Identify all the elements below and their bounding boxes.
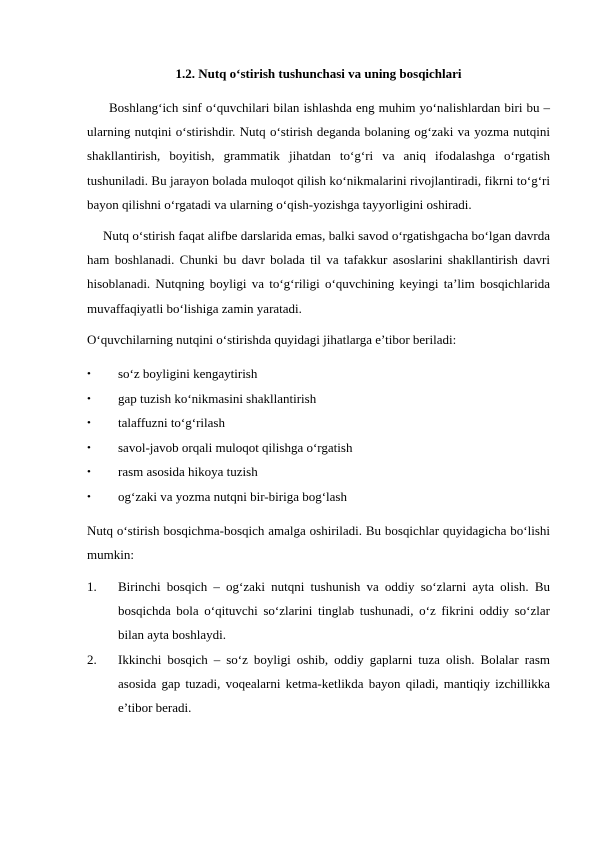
document-page bbox=[87, 64, 550, 720]
list-item-text: og‘zaki va yozma nutqni bir-biriga bog‘lash bbox=[118, 489, 347, 504]
list-item-text: so‘z boyligini kengaytirish bbox=[118, 366, 258, 382]
bullet-icon: • bbox=[87, 491, 91, 503]
list-item bbox=[87, 362, 550, 387]
paragraph-intro: Boshlang‘ich sinf o‘quvchilari bilan ishlashda eng muhim yo‘nalishlardan biri bu – ularning nutqini o‘stirishdir. Nutq o‘stirish deganda bolaning og‘zaki va yozma nutqini shakllantirish, boyitish, grammatik jihatdan to‘g‘ri va aniq ifodalashga o‘rgatish tushuniladi. Bu jarayon bolada muloqot qilish ko‘nikmalarini rivojlantiradi, fikrni to‘g‘ri bayon qilishni o‘rgatadi va ularning o‘qish-yozishga tayyorligini oshiradi. bbox=[87, 100, 550, 212]
item-number: 1. bbox=[87, 579, 97, 594]
item-number: 2. bbox=[87, 651, 97, 667]
list-item-text: savol-javob orqali muloqot qilishga o‘rgatish bbox=[118, 439, 353, 455]
numbered-item bbox=[87, 575, 550, 648]
list-item bbox=[87, 485, 550, 510]
aspects-list bbox=[87, 362, 550, 510]
list-item-text: rasm asosida hikoya tuzish bbox=[118, 464, 258, 480]
paragraph-speech-development: Nutq o‘stirish faqat alifbe darslarida emas, balki savod o‘rgatishgacha bo‘lgan davrda ham boshlanadi. Chunki bu davr bolada til va tafakkur asoslarini shakllantirish davri hisoblanadi. Nutqning boyligi va to‘g‘riligi o‘quvchining keyingi ta’lim bosqichlarida muvaffaqiyatli bo‘lishiga zamin yaratadi. bbox=[87, 228, 550, 316]
stages-list bbox=[87, 575, 550, 720]
list-item-text: gap tuzish ko‘nikmasini shakllantirish bbox=[118, 390, 317, 406]
paragraph-aspects-lead: O‘quvchilarning nutqini o‘stirishda quyidagi jihatlarga e’tibor beriladi: bbox=[87, 331, 457, 347]
list-item bbox=[87, 436, 550, 461]
list-item bbox=[87, 387, 550, 412]
numbered-item bbox=[87, 648, 550, 721]
paragraph-stages-lead: Nutq o‘stirish bosqichma-bosqich amalga oshiriladi. Bu bosqichlar quyidagicha bo‘lishi mumkin: bbox=[87, 522, 550, 562]
section-heading: 1.2. Nutq o‘stirish tushunchasi va uning bosqichlari bbox=[175, 66, 462, 81]
bullet-icon: • bbox=[87, 392, 91, 405]
list-item bbox=[87, 460, 550, 485]
list-item bbox=[87, 411, 550, 436]
bullet-icon: • bbox=[87, 417, 91, 430]
numbered-item-text: Ikkinchi bosqich – so‘z boyligi oshib, oddiy gaplarni tuza olish. Bolalar rasm asosida gap tuzadi, voqealarni ketma-ketlikda bayon qiladi, mantiqiy izchillikka e’tibor beradi. bbox=[118, 651, 550, 716]
bullet-icon: • bbox=[87, 466, 91, 479]
list-item-text: talaffuzni to‘g‘rilash bbox=[118, 415, 225, 431]
numbered-item-text: Birinchi bosqich – og‘zaki nutqni tushunish va oddiy so‘zlarni ayta olish. Bu bosqichda bola o‘qituvchi so‘zlarini tinglab tushunadi, o‘z fikrini oddiy so‘zlar bilan ayta boshlaydi. bbox=[118, 579, 550, 643]
bullet-icon: • bbox=[87, 368, 91, 381]
bullet-icon: • bbox=[87, 441, 91, 454]
